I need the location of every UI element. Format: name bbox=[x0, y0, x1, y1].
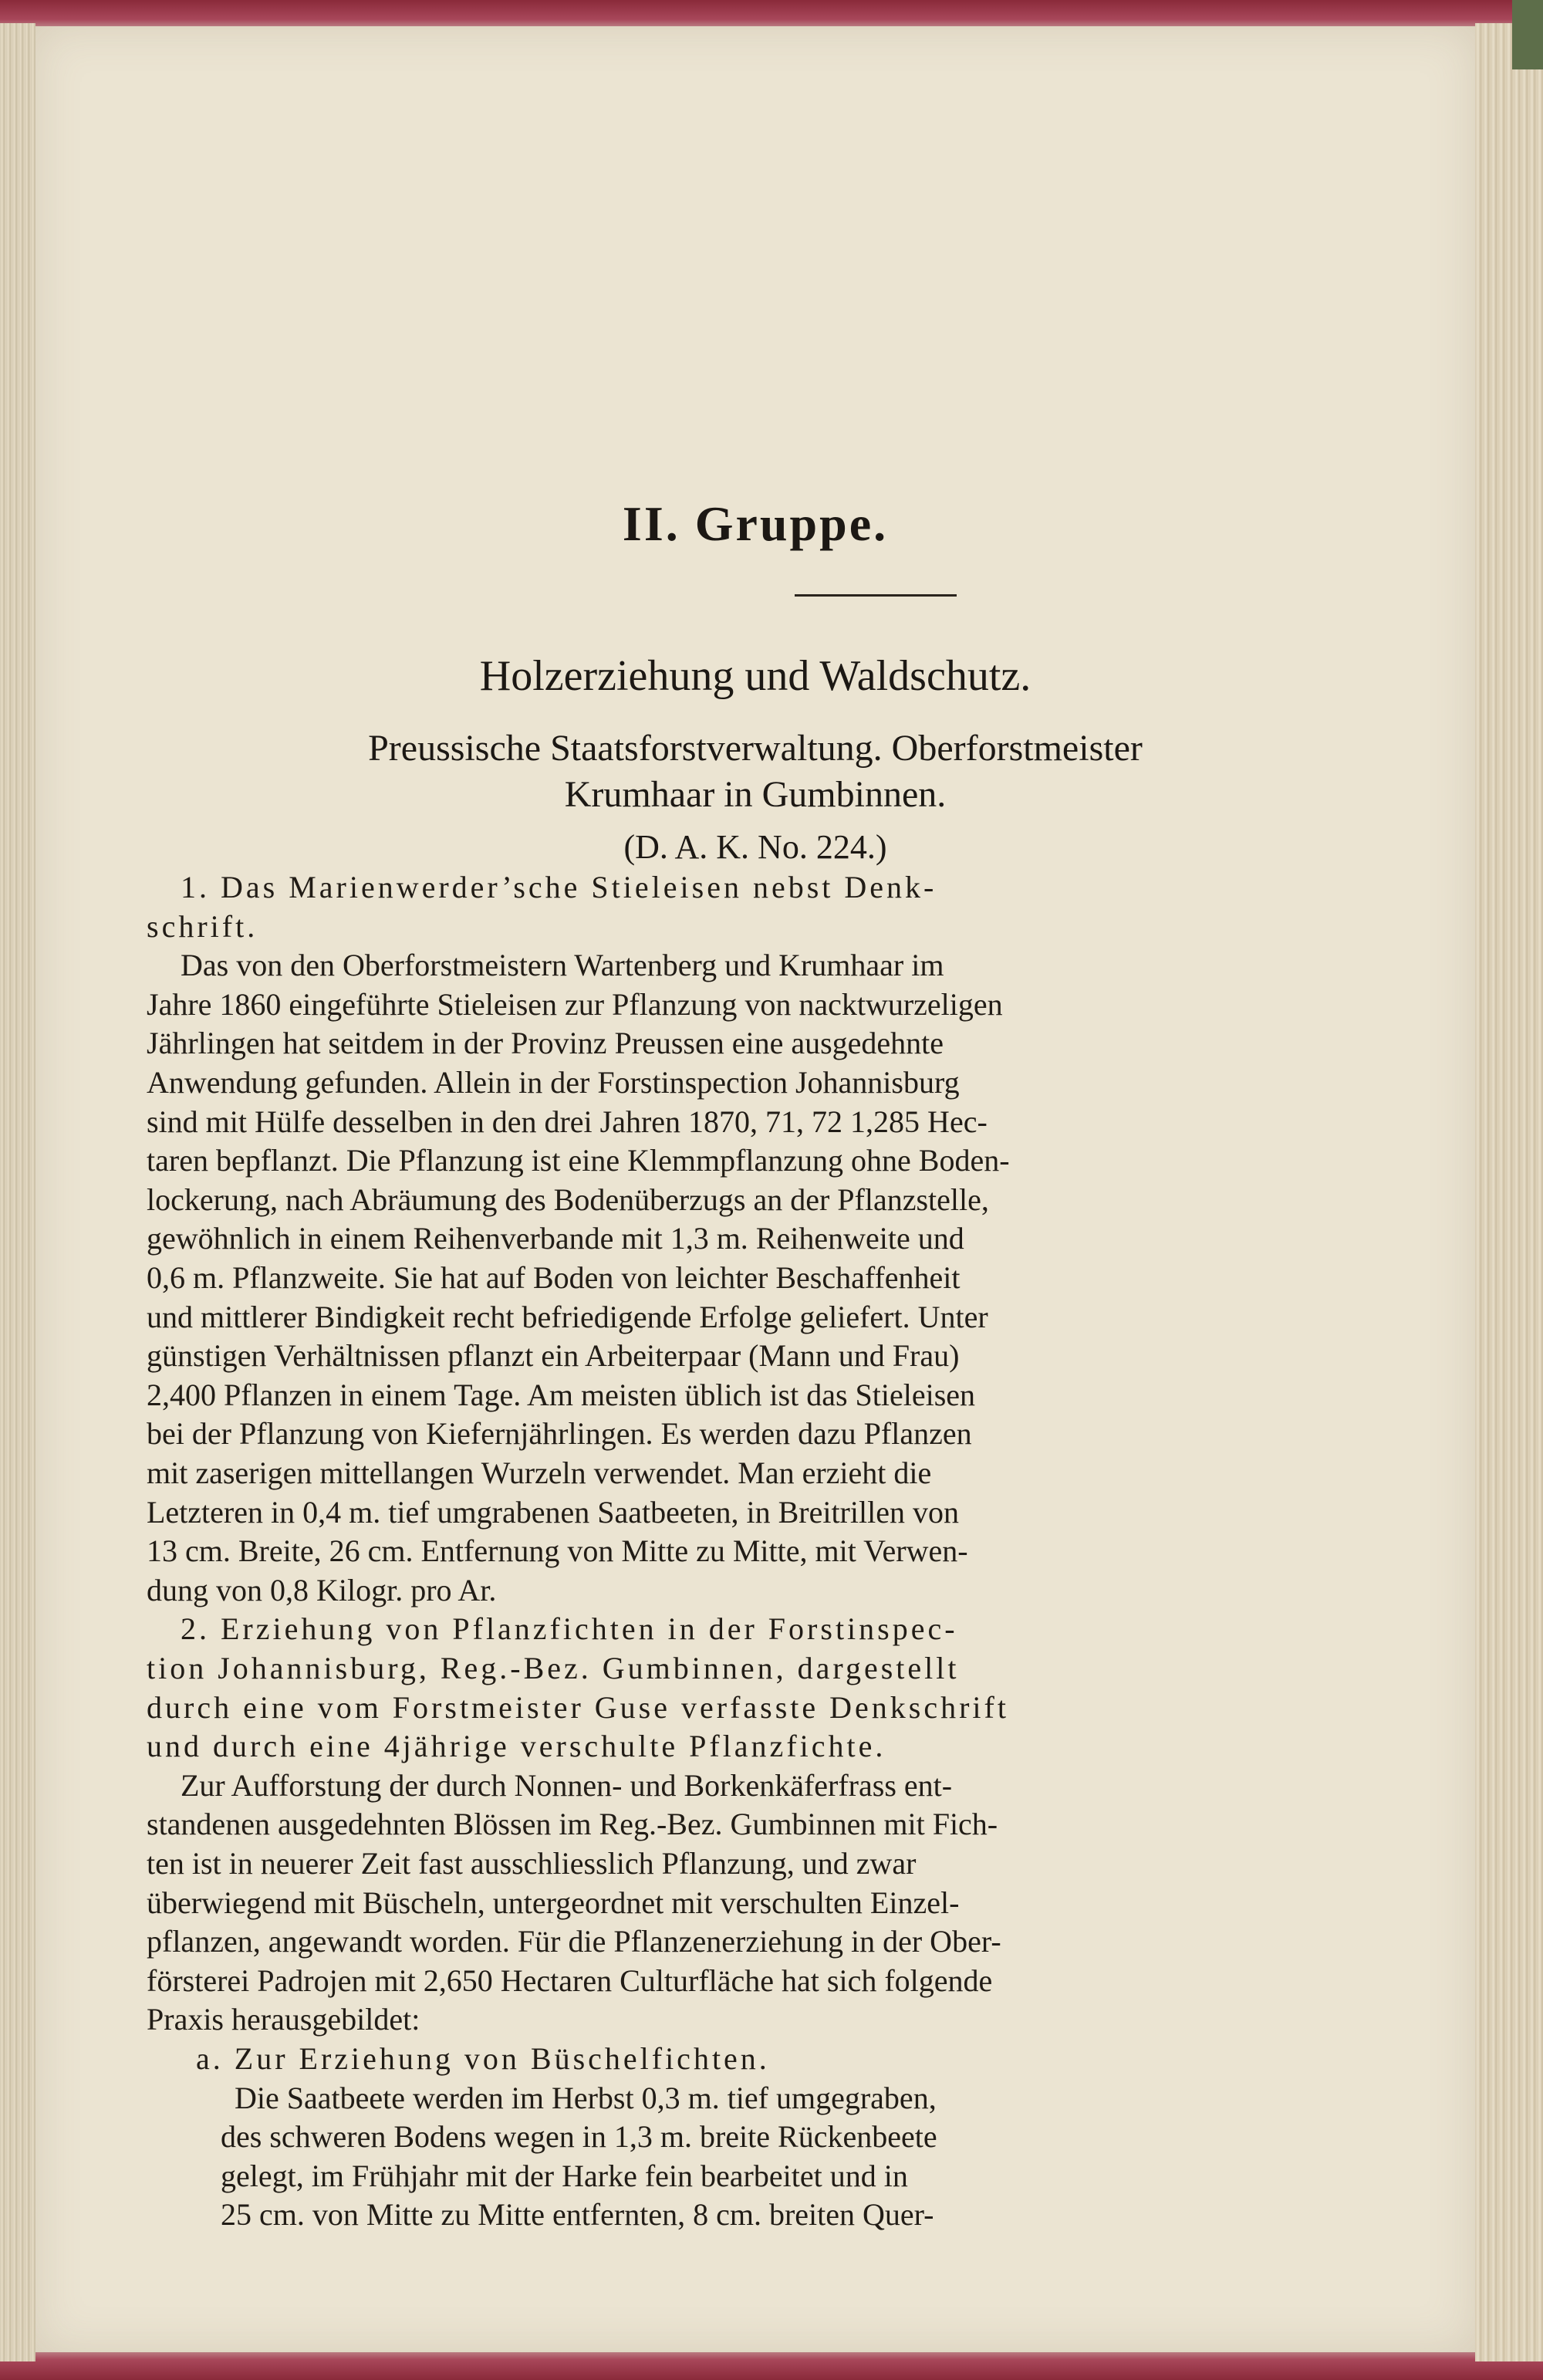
body-line: standenen ausgedehnten Blössen im Reg.-Bez. Gumbinnen mit Fich- bbox=[147, 1807, 998, 1841]
body-line: Jährlingen hat seitdem in der Provinz Preussen eine ausgedehnte bbox=[147, 1026, 944, 1060]
body-line: 1. Das Marienwerder’sche Stieleisen nebst Denk- bbox=[181, 870, 937, 904]
body-line: gelegt, im Frühjahr mit der Harke fein bearbeitet und in bbox=[221, 2159, 908, 2193]
body-line: pflanzen, angewandt worden. Für die Pflanzenerziehung in der Ober- bbox=[147, 1924, 1001, 1959]
body-line: günstigen Verhältnissen pflanzt ein Arbeiterpaar (Mann und Frau) bbox=[147, 1338, 960, 1373]
body-line: und mittlerer Bindigkeit recht befriedigende Erfolge geliefert. Unter bbox=[147, 1300, 988, 1334]
body-line: durch eine vom Forstmeister Guse verfasste Denkschrift bbox=[147, 1690, 1009, 1725]
body-line: Die Saatbeete werden im Herbst 0,3 m. tief umgegraben, bbox=[235, 2081, 937, 2115]
body-line: überwiegend mit Büscheln, untergeordnet mit verschulten Einzel- bbox=[147, 1885, 960, 1920]
page-stack-right bbox=[1475, 23, 1543, 2361]
body-line: försterei Padrojen mit 2,650 Hectaren Culturfläche hat sich folgende bbox=[147, 1963, 993, 1998]
body-line: a. Zur Erziehung von Büschelfichten. bbox=[196, 2041, 770, 2076]
subtitle-line-1: Preussische Staatsforstverwaltung. Oberforstmeister bbox=[368, 728, 1143, 769]
body-line: bei der Pflanzung von Kiefernjährlingen. Es werden dazu Pflanzen bbox=[147, 1416, 972, 1451]
body-line: Letzteren in 0,4 m. tief umgrabenen Saatbeeten, in Breitrillen von bbox=[147, 1495, 959, 1530]
body-line: dung von 0,8 Kilogr. pro Ar. bbox=[147, 1573, 497, 1608]
page-stack-left bbox=[0, 23, 35, 2361]
body-line: sind mit Hülfe desselben in den drei Jahren 1870, 71, 72 1,285 Hec- bbox=[147, 1104, 988, 1139]
body-line: ten ist in neuerer Zeit fast ausschliesslich Pflanzung, und zwar bbox=[147, 1846, 917, 1881]
body-line: schrift. bbox=[147, 909, 258, 944]
bookmark-ribbon bbox=[1512, 0, 1543, 69]
body-line: Anwendung gefunden. Allein in der Forstinspection Johannisburg bbox=[147, 1065, 960, 1100]
book-page bbox=[35, 26, 1475, 2352]
body-line: tion Johannisburg, Reg.-Bez. Gumbinnen, dargestellt bbox=[147, 1651, 960, 1685]
body-line: 13 cm. Breite, 26 cm. Entfernung von Mitte zu Mitte, mit Verwen- bbox=[147, 1533, 968, 1568]
section-heading: Holzerziehung und Waldschutz. bbox=[479, 652, 1031, 700]
body-line: 2,400 Pflanzen in einem Tage. Am meisten üblich ist das Stieleisen bbox=[147, 1378, 976, 1412]
group-title: II. Gruppe. bbox=[622, 496, 889, 551]
body-line: Zur Aufforstung der durch Nonnen- und Borkenkäferfrass ent- bbox=[181, 1768, 953, 1803]
body-line: mit zaserigen mittellangen Wurzeln verwendet. Man erzieht die bbox=[147, 1455, 932, 1490]
body-line: lockerung, nach Abräumung des Bodenüberzugs an der Pflanzstelle, bbox=[147, 1182, 989, 1217]
body-line: 25 cm. von Mitte zu Mitte entfernten, 8 cm. breiten Quer- bbox=[221, 2197, 934, 2232]
body-line: taren bepflanzt. Die Pflanzung ist eine Klemmpflanzung ohne Boden- bbox=[147, 1143, 1010, 1178]
body-line: gewöhnlich in einem Reihenverbande mit 1,3 m. Reihenweite und bbox=[147, 1221, 964, 1256]
subtitle-line-2: Krumhaar in Gumbinnen. bbox=[564, 774, 947, 815]
body-line: 2. Erziehung von Pflanzfichten in der Forstinspec- bbox=[181, 1611, 958, 1646]
body-line: des schweren Bodens wegen in 1,3 m. breite Rückenbeete bbox=[221, 2119, 937, 2154]
catalog-number: (D. A. K. No. 224.) bbox=[623, 828, 887, 866]
body-line: Das von den Oberforstmeistern Wartenberg und Krumhaar im bbox=[181, 948, 944, 982]
body-line: 0,6 m. Pflanzweite. Sie hat auf Boden von leichter Beschaffenheit bbox=[147, 1260, 961, 1295]
body-line: Jahre 1860 eingeführte Stieleisen zur Pflanzung von nacktwurzeligen bbox=[147, 987, 1003, 1022]
title-rule bbox=[795, 594, 957, 597]
body-line: Praxis herausgebildet: bbox=[147, 2002, 420, 2037]
body-line: und durch eine 4jährige verschulte Pflanzfichte. bbox=[147, 1729, 886, 1763]
